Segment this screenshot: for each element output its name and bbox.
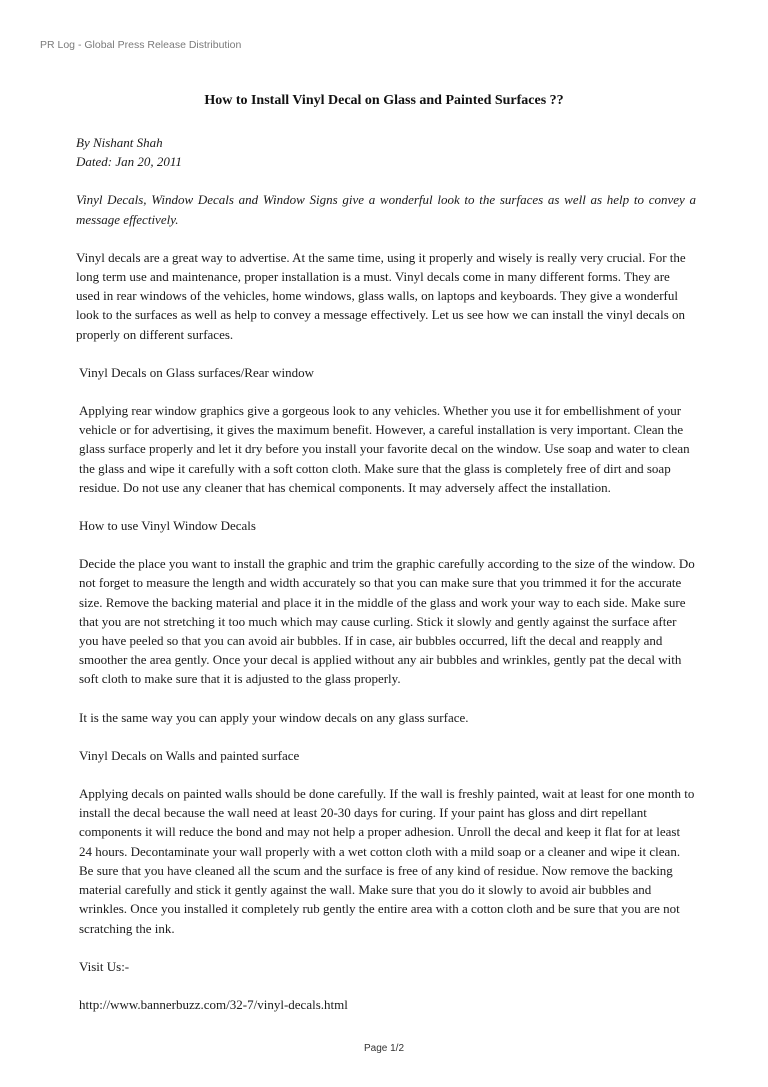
byline: By Nishant Shah	[76, 135, 163, 150]
section-heading-glass: Vinyl Decals on Glass surfaces/Rear window	[79, 364, 314, 380]
paragraph-walls: Applying decals on painted walls should be done carefully. If the wall is freshly painted, wait at least for one month to install the decal because the wall need at least 20-30 days for curing. If your paint has gloss and dirt repellant components it will reduce the bond and may not help a proper adhesion. Unroll the decal and keep it flat for at least 24 hours. Decontaminate your wall properly with a wet cotton cloth with a mild soap or a cleaner and wipe it clean. Be sure that you have cleaned all the scum and the surface is free of any kind of residue. Now remove the backing material carefully and stick it gently against the wall. Make sure that you do it slowly to avoid air bubbles and wrinkles. Once you installed it completely rub gently the entire area with a cotton cloth and be sure that you are not scratching the ink.	[79, 786, 695, 936]
section-heading-window-decals: How to use Vinyl Window Decals	[79, 518, 256, 534]
page-number: Page 1/2	[363, 1043, 405, 1054]
intro-paragraph: Vinyl decals are a great way to advertise. At the same time, using it properly and wisely is really very crucial. For the long term use and maintenance, proper installation is a must. Vinyl decals come in many different forms. They are used in rear windows of the vehicles, home windows, glass walls, on laptops and keyboards. They give a wonderful look to the surfaces as well as help to convey a message effectively. Let us see how we can install the vinyl decals on properly on different surfaces.	[76, 249, 686, 342]
dated: Dated: Jan 20, 2011	[76, 154, 182, 170]
page-header-source: PR Log - Global Press Release Distribution	[40, 39, 242, 51]
paragraph-window-decals: Decide the place you want to install the graphic and trim the graphic carefully according to the size of the window. Do not forget to measure the length and width accurately so that you can make sure that you trimmed it for the accurate size. Remove the backing material and place it in the middle of the glass and work your way to each side. Make sure that you are not stretching it too much which may cause curling. Stick it slowly and gently against the surface after you have peeled so that you can avoid air bubbles. If in case, air bubbles occurred, lift the decal and reapply and smoother the area gently. Once your decal is applied without any air bubbles and wrinkles, gently pat the decal with soft cloth to make sure that it is adjusted to the glass properly.	[79, 556, 695, 687]
visit-label: Visit Us:-	[79, 958, 130, 974]
paragraph-glass: Applying rear window graphics give a gorgeous look to any vehicles. Whether you use it for embellishment of your vehicle or for advertising, it gives the maximum benefit. However, a careful installation is very important. Clean the glass surface properly and let it dry before you install your favorite decal on the window. Use soap and water to clean the glass and wipe it carefully with a soft cotton cloth. Make sure that the glass is completely free of dirt and soap residue. Do not use any cleaner that has chemical components. It may adversely affect the installation.	[79, 403, 690, 495]
paragraph-glass-surface: It is the same way you can apply your window decals on any glass surface.	[79, 709, 469, 725]
document-body	[76, 133, 696, 1014]
section-heading-walls: Vinyl Decals on Walls and painted surface	[79, 747, 300, 763]
document-title: How to Install Vinyl Decal on Glass and Painted Surfaces ??	[204, 93, 564, 108]
visit-url-link[interactable]: http://www.bannerbuzz.com/32-7/vinyl-decals.html	[79, 996, 348, 1012]
summary: Vinyl Decals, Window Decals and Window Signs give a wonderful look to the surfaces as well as help to convey a message effectively.	[76, 192, 696, 227]
